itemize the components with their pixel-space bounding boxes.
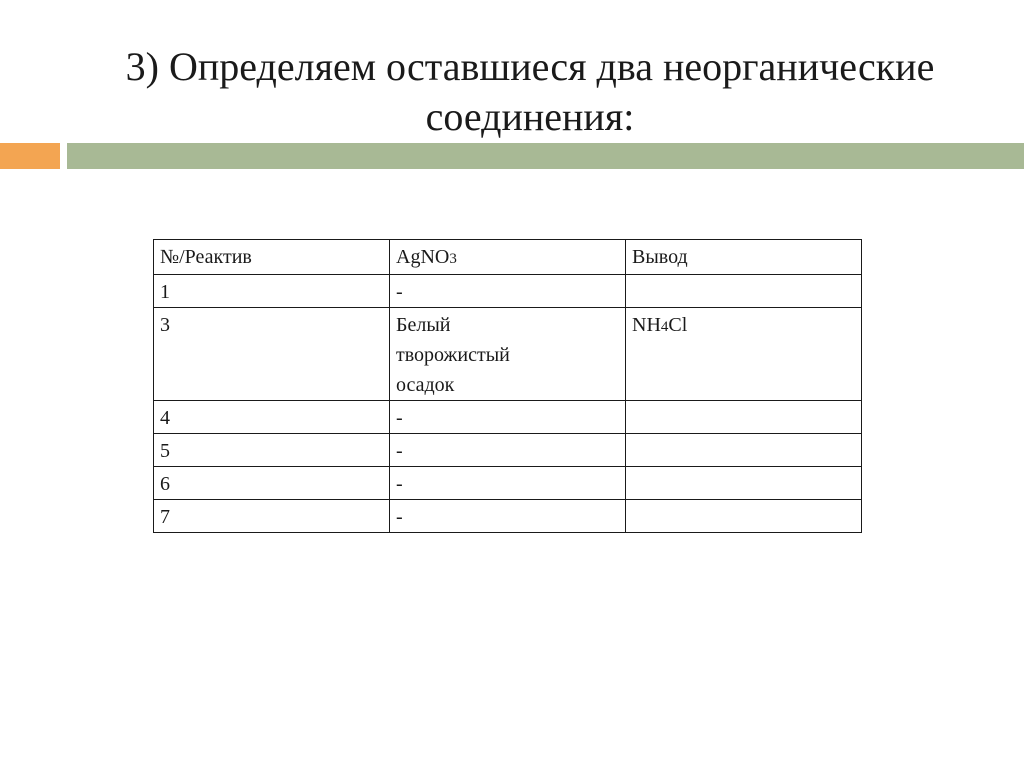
cell-conclusion (626, 401, 862, 434)
cell-conclusion (626, 275, 862, 308)
conclusion-base: NH (632, 314, 661, 336)
table-row (154, 500, 862, 533)
cell-number: 4 (154, 401, 390, 434)
cell-agno3-text: Белый творожистый осадок (396, 314, 510, 396)
cell-agno3: - (390, 434, 626, 467)
accent-bar-orange (0, 143, 60, 169)
cell-agno3: - (390, 275, 626, 308)
header-number-reagent: №/Реактив (154, 240, 390, 275)
cell-conclusion (626, 434, 862, 467)
conclusion-sub: 4 (660, 319, 669, 335)
cell-agno3: - (390, 467, 626, 500)
table-row (154, 401, 862, 434)
header-agno3 (390, 240, 626, 275)
header-agno3-base: AgNO (396, 246, 450, 268)
cell-agno3: - (390, 500, 626, 533)
cell-agno3 (390, 308, 626, 401)
cell-number: 3 (154, 308, 390, 401)
cell-number: 1 (154, 275, 390, 308)
slide-title: 3) Определяем оставшиеся два неорганические соединения: (125, 44, 935, 139)
cell-conclusion (626, 500, 862, 533)
reagent-table (153, 239, 862, 533)
conclusion-tail: Cl (668, 314, 688, 336)
accent-bar-green (67, 143, 1024, 169)
cell-number: 5 (154, 434, 390, 467)
cell-conclusion (626, 467, 862, 500)
cell-conclusion (626, 308, 862, 401)
header-conclusion: Вывод (626, 240, 862, 275)
table-header-row (154, 240, 862, 275)
cell-number: 7 (154, 500, 390, 533)
header-agno3-sub: 3 (449, 251, 457, 267)
table-row (154, 434, 862, 467)
table-row (154, 275, 862, 308)
table-row (154, 467, 862, 500)
cell-agno3: - (390, 401, 626, 434)
cell-number: 6 (154, 467, 390, 500)
table-row (154, 308, 862, 401)
